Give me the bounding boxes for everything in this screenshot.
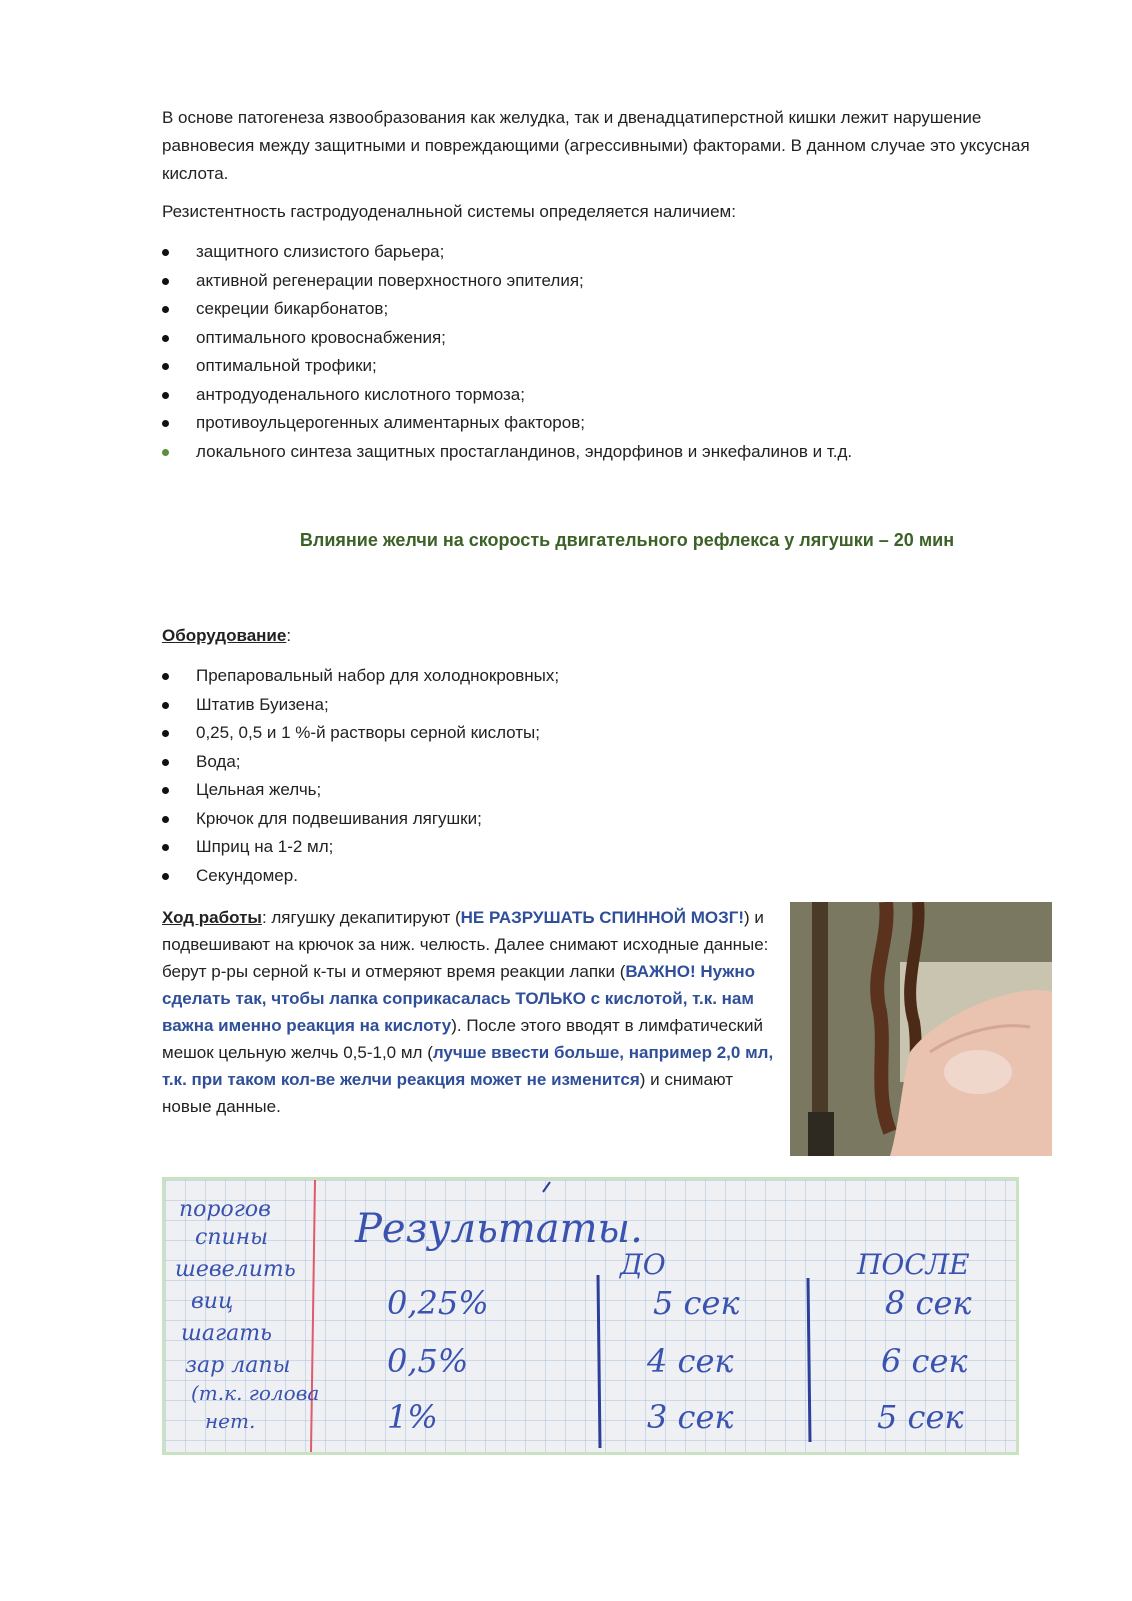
concentration-value: 1% bbox=[387, 1398, 438, 1436]
bullet-icon bbox=[162, 873, 169, 880]
bullet-icon bbox=[162, 449, 169, 456]
before-value: 3 сек bbox=[647, 1398, 734, 1436]
intro-paragraph-2: Резистентность гастродуоденалньной системы определяется наличием: bbox=[162, 202, 736, 221]
list-item: секреции бикарбонатов; bbox=[162, 295, 1032, 324]
list-item: оптимальной трофики; bbox=[162, 352, 1032, 381]
equipment-label-line: Оборудование: bbox=[162, 626, 292, 645]
bullet-icon bbox=[162, 306, 169, 313]
margin-note-line: шагать bbox=[181, 1321, 273, 1346]
column-before-label: ДО bbox=[620, 1248, 666, 1281]
procedure-paragraph: Ход работы: лягушку декапитируют (НЕ РАЗРУШАТЬ СПИННОЙ МОЗГ!) и подвешивают на крючок за ниж. челюсть. Далее снимают исходные данные: берут р-ры серной к-ты и отмеряют время реакции лапки (ВАЖНО! Нужно сделать так, чтобы лапка соприкасалась ТОЛЬКО с кислотой, т.к. нам важна именно реакция на кислоту). После этого вводят в лимфатический мешок цельную желчь 0,5-1,0 мл (лучше ввести больше, например 2,0 мл, т.к. при таком кол-ве желчи реакция может не изменится) и снимают новые данные. bbox=[162, 908, 774, 1116]
list-item: 0,25, 0,5 и 1 %-й растворы серной кислоты; bbox=[162, 719, 1032, 748]
after-value: 8 сек bbox=[885, 1284, 972, 1322]
section-heading: Влияние желчи на скорость двигательного рефлекса у лягушки – 20 мин bbox=[299, 530, 955, 550]
bullet-icon bbox=[162, 787, 169, 794]
bullet-icon bbox=[162, 816, 169, 823]
margin-note-line: спины bbox=[195, 1225, 269, 1250]
margin-note-line: нет. bbox=[205, 1409, 256, 1433]
list-item: Шприц на 1-2 мл; bbox=[162, 833, 1032, 862]
list-item: Крючок для подвешивания лягушки; bbox=[162, 805, 1032, 834]
bullet-icon bbox=[162, 759, 169, 766]
warning-spinal-cord: НЕ РАЗРУШАТЬ СПИННОЙ МОЗГ! bbox=[460, 908, 745, 927]
list-item: противоульцерогенных алиментарных факторов; bbox=[162, 409, 1032, 438]
bullet-icon bbox=[162, 249, 169, 256]
margin-note-line: шевелить bbox=[175, 1257, 296, 1282]
concentration-value: 0,25% bbox=[387, 1284, 489, 1322]
bullet-icon bbox=[162, 702, 169, 709]
list-item: локального синтеза защитных простагландинов, эндорфинов и энкефалинов и т.д. bbox=[162, 438, 1032, 467]
equipment-label: Оборудование bbox=[162, 626, 287, 645]
results-title: Результаты. bbox=[355, 1206, 643, 1252]
list-item: Препаровальный набор для холоднокровных; bbox=[162, 662, 1032, 691]
list-item: Цельная желчь; bbox=[162, 776, 1032, 805]
list-item: активной регенерации поверхностного эпителия; bbox=[162, 267, 1032, 296]
frog-experiment-illustration bbox=[790, 902, 1052, 1156]
procedure-section bbox=[162, 904, 1032, 1164]
before-value: 4 сек bbox=[647, 1342, 734, 1380]
bullet-icon bbox=[162, 363, 169, 370]
bullet-icon bbox=[162, 730, 169, 737]
concentration-value: 0,5% bbox=[387, 1342, 469, 1380]
equipment-list bbox=[162, 662, 1032, 890]
bullet-icon bbox=[162, 335, 169, 342]
list-item: Секундомер. bbox=[162, 862, 1032, 891]
after-value: 6 сек bbox=[881, 1342, 968, 1380]
intro-paragraph-1: В основе патогенеза язвообразования как желудка, так и двенадцатиперстной кишки лежит нарушение равновесия между защитными и повреждающими (агрессивными) факторами. В данном случае это уксусная кислота. bbox=[162, 108, 1030, 183]
list-item: Вода; bbox=[162, 748, 1032, 777]
bullet-icon bbox=[162, 420, 169, 427]
list-item: защитного слизистого барьера; bbox=[162, 238, 1032, 267]
after-value: 5 сек bbox=[877, 1398, 964, 1436]
column-after-label: ПОСЛЕ bbox=[857, 1248, 970, 1281]
bullet-icon bbox=[162, 844, 169, 851]
frog-experiment-photo bbox=[790, 902, 1052, 1156]
list-item: оптимального кровоснабжения; bbox=[162, 324, 1032, 353]
margin-note-line: виц bbox=[191, 1289, 234, 1314]
bullet-icon bbox=[162, 392, 169, 399]
before-value: 5 сек bbox=[653, 1284, 740, 1322]
bullet-icon bbox=[162, 673, 169, 680]
factors-list bbox=[162, 238, 1032, 466]
margin-note-line: зар лапы bbox=[185, 1353, 291, 1378]
margin-note-line: порогов bbox=[179, 1197, 271, 1222]
document-body bbox=[162, 104, 1032, 1164]
procedure-label: Ход работы bbox=[162, 908, 262, 927]
margin-note-line: (т.к. голова bbox=[191, 1381, 320, 1405]
bullet-icon bbox=[162, 278, 169, 285]
warning-acid-contact: ВАЖНО! Нужно сделать так, чтобы лапка соприкасалась ТОЛЬКО с кислотой, т.к. нам важна именно реакция на кислоту bbox=[162, 962, 755, 1035]
handwritten-results-photo bbox=[162, 1177, 1019, 1455]
note-bile-volume: лучше ввести больше, например 2,0 мл, т.к. при таком кол-ве желчи реакция может не изменится bbox=[162, 1043, 774, 1089]
list-item: Штатив Буизена; bbox=[162, 691, 1032, 720]
graph-paper-notes bbox=[165, 1180, 1016, 1452]
list-item: антродуоденального кислотного тормоза; bbox=[162, 381, 1032, 410]
